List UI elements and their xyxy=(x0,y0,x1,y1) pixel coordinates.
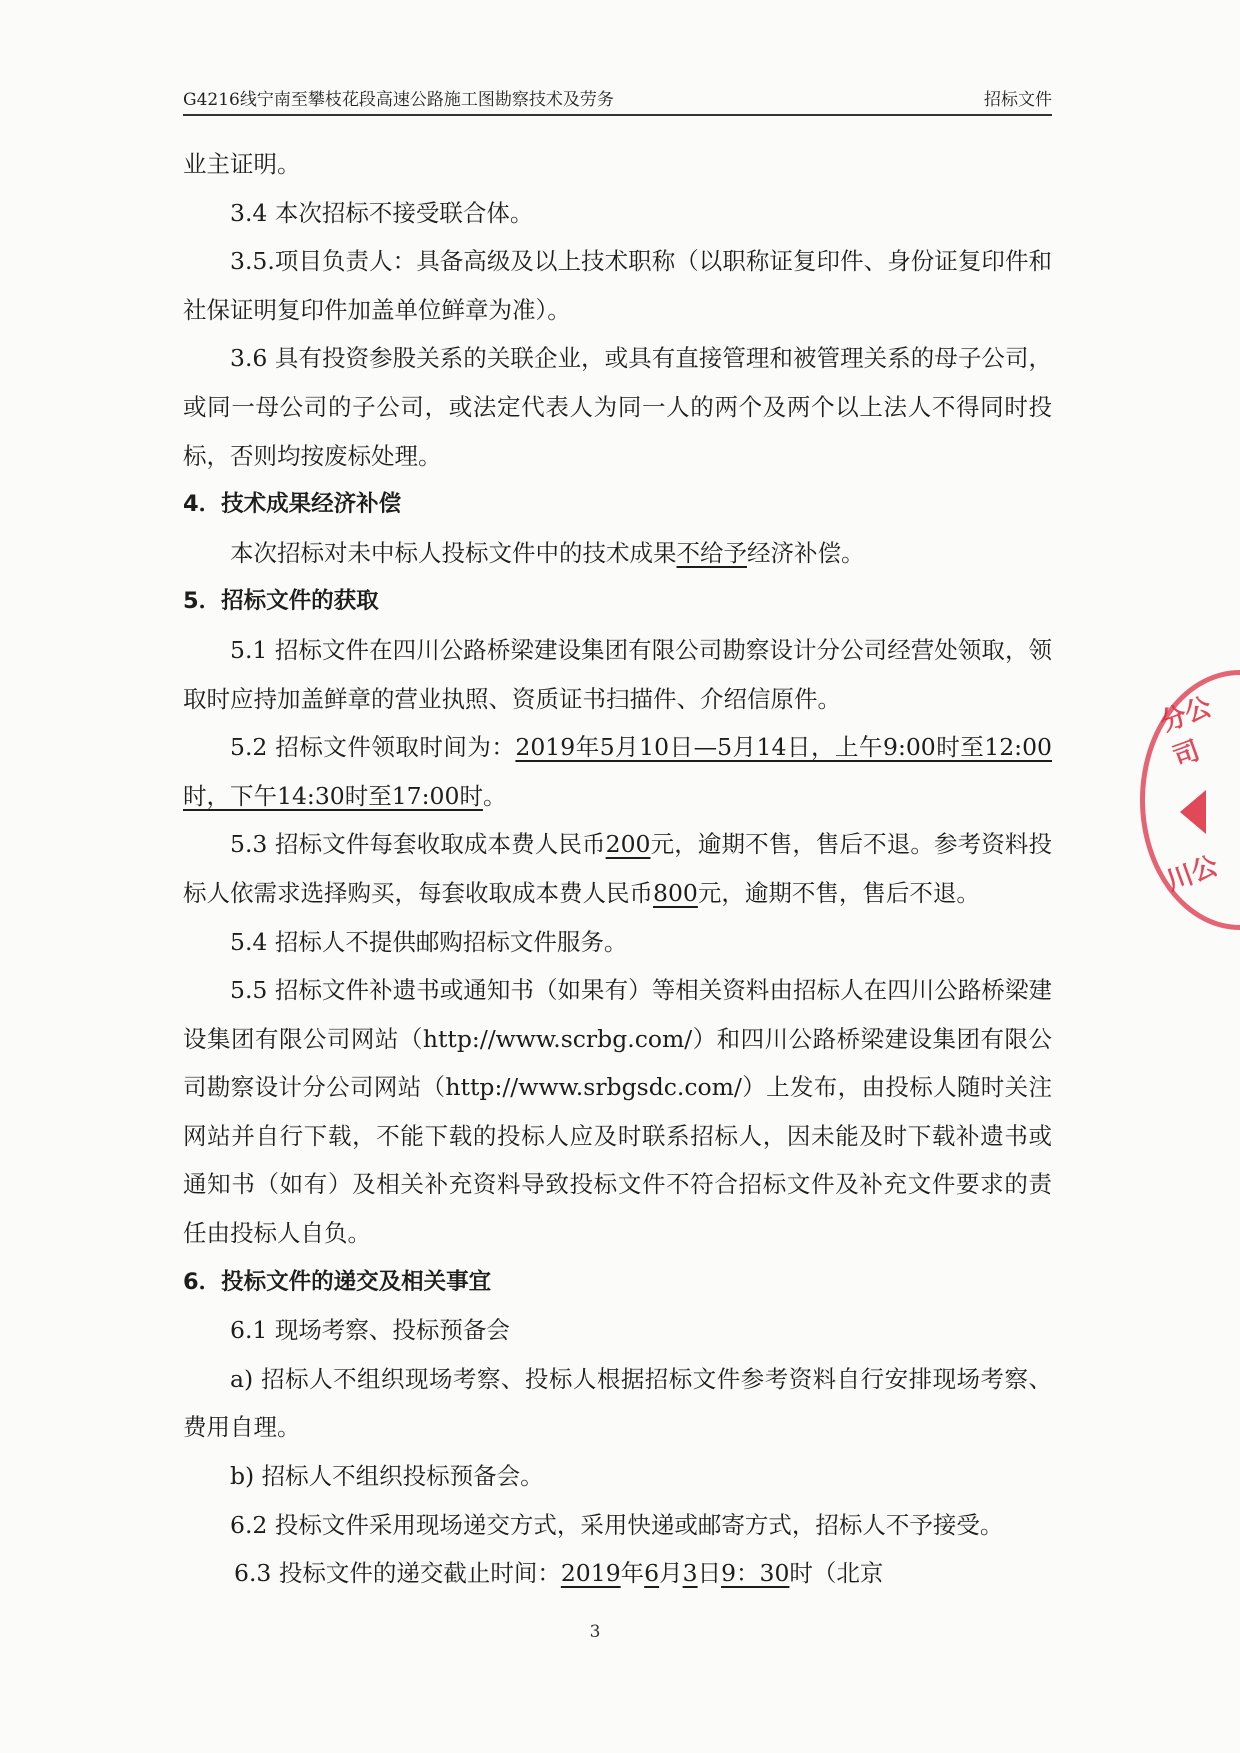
text: 本次招标对未中标人投标文件中的技术成果 xyxy=(230,538,677,567)
underlined-text: 不给予 xyxy=(676,538,747,567)
section-heading-6: 6．投标文件的递交及相关事宜 xyxy=(183,1268,492,1295)
clause-6-1-b: b) 招标人不组织投标预备会。 xyxy=(230,1462,544,1491)
seal-text-top: 分公司 xyxy=(1156,692,1216,773)
seal-text-bottom: 川公 xyxy=(1162,850,1222,897)
clause-6-1-a: a) 招标人不组织现场考察、投标人根据招标文件参考资料自行安排现场考察、费用自理。 xyxy=(183,1364,1052,1442)
clause-5-3 xyxy=(183,820,1052,917)
page-header xyxy=(183,86,1052,116)
underlined-text: 2019年5月10日—5月14日，上午9:00时至12:00时，下午14:30时至17:00时 xyxy=(183,733,1052,810)
seal-star-icon xyxy=(1180,790,1206,834)
deadline-time: 9：30 xyxy=(721,1559,790,1588)
section-4-body xyxy=(183,529,1052,578)
text: 5.3 招标文件每套收取成本费人民币 xyxy=(230,830,606,859)
underlined-text: 200 xyxy=(605,830,651,859)
page-number: 3 xyxy=(589,1622,601,1642)
clause-5-1: 5.1 招标文件在四川公路桥梁建设集团有限公司勘察设计分公司经营处领取，领取时应持加盖鲜章的营业执照、资质证书扫描件、介绍信原件。 xyxy=(183,635,1052,713)
text: 元，逾期不售，售后不退。参考资料投标人依需求选择购买，每套收取成本费人民币 xyxy=(183,830,1053,907)
text: 时（北京 xyxy=(789,1559,884,1588)
deadline-day: 3 xyxy=(682,1559,698,1588)
text: 日 xyxy=(697,1559,722,1588)
text: 元，逾期不售，售后不退。 xyxy=(697,878,980,907)
header-doc-type: 招标文件 xyxy=(984,90,1052,110)
clause-5-4: 5.4 招标人不提供邮购招标文件服务。 xyxy=(230,927,628,956)
header-title: G4216线宁南至攀枝花段高速公路施工图勘察技术及劳务 xyxy=(183,90,614,110)
clause-6-3 xyxy=(183,1549,1052,1598)
clause-6-2: 6.2 投标文件采用现场递交方式，采用快递或邮寄方式，招标人不予接受。 xyxy=(230,1510,1004,1539)
text: 。 xyxy=(482,781,507,810)
clause-3-5: 3.5.项目负责人：具备高级及以上技术职称（以职称证复印件、身份证复印件和社保证明复印件加盖单位鲜章为准）。 xyxy=(183,247,1052,324)
underlined-text: 800 xyxy=(653,878,698,907)
text: 经济补偿。 xyxy=(747,538,865,567)
deadline-month: 6 xyxy=(644,1559,660,1588)
clause-3-4: 3.4 本次招标不接受联合体。 xyxy=(230,198,534,227)
section-heading-4: 4．技术成果经济补偿 xyxy=(183,491,402,518)
clause-5-2 xyxy=(183,723,1052,820)
document-body xyxy=(183,140,1052,1598)
text: 5.2 招标文件领取时间为： xyxy=(230,733,516,762)
deadline-year: 2019 xyxy=(560,1559,621,1588)
text: 月 xyxy=(659,1559,683,1588)
text: 年 xyxy=(620,1559,645,1588)
text: 6.3 投标文件的递交截止时间： xyxy=(234,1559,561,1588)
clause-5-5: 5.5 招标文件补遗书或通知书（如果有）等相关资料由招标人在四川公路桥梁建设集团有限公司网站（http://www.scrbg.com/）和四川公路桥梁建设集团有限公司勘察设计分公司网站（http://www.srbgsdc.com/）上发布，由投标人随时关注网站并自行下载，不能下载的投标人应及时联系招标人，因未能及时下载补遗书或通知书（如有）及相关补充资料导致投标文件不符合招标文件及补充文件要求的责任由投标人自负。 xyxy=(183,976,1052,1248)
section-heading-5: 5．招标文件的获取 xyxy=(183,588,379,615)
clause-3-6: 3.6 具有投资参股关系的关联企业，或具有直接管理和被管理关系的母子公司，或同一母公司的子公司，或法定代表人为同一人的两个及两个以上法人不得同时投标，否则均按废标处理。 xyxy=(183,344,1052,470)
clause-6-1: 6.1 现场考察、投标预备会 xyxy=(230,1316,510,1345)
paragraph: 业主证明。 xyxy=(183,150,301,178)
